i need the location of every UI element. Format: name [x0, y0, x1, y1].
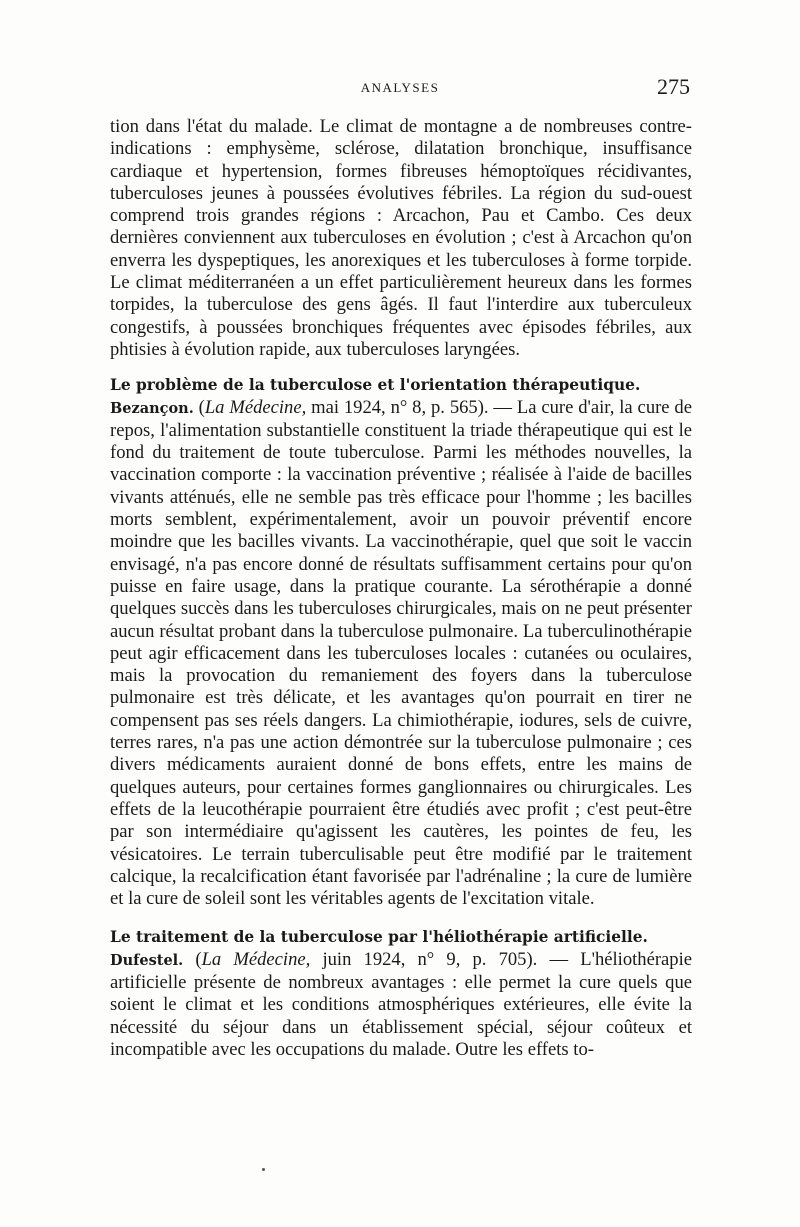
article-1-citation-open: (	[198, 396, 205, 418]
article-1-title: Le problème de la tuberculose et l'orientation thérapeutique.	[110, 376, 641, 395]
article-2-title: Le traitement de la tuberculose par l'héliothérapie artificielle.	[110, 928, 648, 947]
running-head	[110, 74, 690, 102]
article-1-citation-rest: mai 1924, n° 8, p. 565). —	[306, 396, 517, 418]
page-number: 275	[657, 74, 690, 99]
article-1-paragraph	[110, 397, 692, 911]
article-2-citation-rest: juin 1924, n° 9, p. 705). —	[310, 948, 581, 970]
article-1-journal: La Médecine,	[204, 396, 307, 418]
article-1-body: La cure d'air, la cure de repos, l'alimentation substantielle constituent la triade thérapeutique qui est le fond du traitement de toute tuberculose. Parmi les méthodes nouvelles, la vaccination comporte : la vaccination préventive ; réalisée à l'aide de bacilles vivants atténués, elle ne semble pas très efficace pour l'homme ; les bacilles morts semblent, expérimentalement, avoir un pouvoir préventif encore moindre que les bacilles vivants. La vaccinothérapie, quel que soit le vaccin envisagé, n'a pas encore donné de résultats suffisamment certains pour qu'on puisse en faire usage, dans la pratique courante. La sérothérapie a donné quelques succès dans les tuberculoses chirurgicales, mais on ne peut présenter aucun résultat probant dans la tuberculose pulmonaire. La tuberculinothérapie peut agir efficacement dans les tuberculoses locales : cutanées ou oculaires, mais la provocation du remaniement des foyers dans la tuberculose pulmonaire est très délicate, et les avantages qu'on pourrait en tirer ne compensent pas ses réels dangers. La chimiothérapie, iodures, sels de cuivre, terres rares, n'a pas une action démontrée sur la tuberculose pulmonaire ; ces divers médicaments auraient donné de bons effets, entre les mains de quelques auteurs, pour certaines formes ganglionnaires ou chirurgicales. Les effets de la leucothérapie pourraient être étudiés avec profit ; c'est peut-être par son intermédiaire qu'agissent les cautères, les pointes de feu, les vésicatoires. Le terrain tuberculisable peut être modifié par le traitement calcique, la recalcification étant favorisée par l'adrénaline ; la cure de lumière et la cure de soleil sont les véritables agents de l'excitation vitale.	[110, 396, 692, 910]
intro-paragraph: tion dans l'état du malade. Le climat de montagne a de nombreuses contre-indications : emphysème, sclérose, dilatation bronchique, insuffisance cardiaque et hypertension, formes fibreuses hémoptoïques récidivantes, tuberculoses jeunes à poussées évolutives fébriles. La région du sud-ouest comprend trois grandes régions : Arcachon, Pau et Cambo. Ces deux dernières conviennent aux tuberculoses en évolution ; c'est à Arcachon qu'on enverra les dyspeptiques, les anorexiques et les tuberculoses à forme torpide. Le climat méditerranéen a un effet particulièrement heureux dans les formes torpides, la tuberculose des gens âgés. Il faut l'interdire aux tuberculeux congestifs, à poussées bronchiques fréquentes avec épisodes fébriles, aux phtisies à évolution rapide, aux tuberculoses laryngées.	[110, 116, 692, 360]
page-body	[110, 116, 692, 1061]
article-2-journal: La Médecine,	[201, 948, 311, 970]
article-2-body: L'héliothérapie artificielle présente de nombreux avantages : elle permet la cure quels que soient le climat et les conditions atmosphériques extérieures, elle évite la nécessité du séjour dans un établissement spécial, séjour coûteux et incompatible avec les occupations du malade. Outre les effets to-	[110, 948, 692, 1060]
article-2-paragraph	[110, 949, 692, 1061]
running-head-title: ANALYSES	[360, 80, 440, 95]
article-2-author: Dufestel.	[110, 951, 184, 969]
article-1-author: Bezançon.	[110, 399, 194, 417]
article-2-citation-open: (	[195, 948, 202, 970]
print-speck	[262, 1168, 265, 1171]
